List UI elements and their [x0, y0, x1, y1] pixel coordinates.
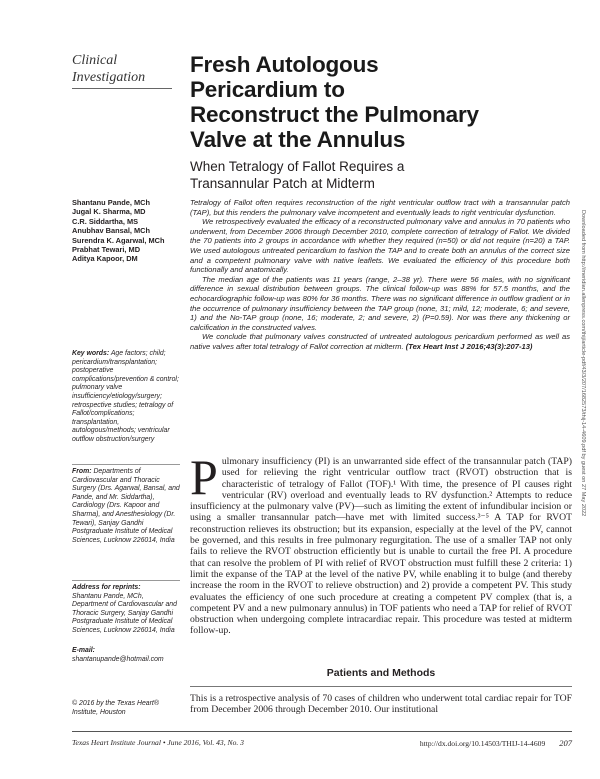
reprints-label: Address for reprints:: [72, 584, 141, 591]
keywords-box: [72, 350, 180, 445]
keywords-label: Key words:: [72, 350, 110, 357]
abstract-conclusion: We conclude that pulmonary valves constructed of untreated autologous pericardium performed as well as native valves after total tetralogy of Fallot correction at midterm.: [190, 332, 570, 351]
author: Surendra K. Agarwal, MCh: [72, 235, 165, 245]
abstract-paragraph: [190, 332, 570, 351]
email-address[interactable]: shantanupande@hotmail.com: [72, 655, 164, 663]
doi-link[interactable]: http://dx.doi.org/10.14503/THIJ-14-4609: [419, 739, 546, 748]
methods-text: This is a retrospective analysis of 70 cases of children who underwent total cardiac repair for TOF from December 2006 through December 2010. Our institutional: [190, 693, 572, 716]
journal-info: Texas Heart Institute Journal • June 2016, Vol. 43, No. 3: [72, 738, 244, 747]
from-label: From:: [72, 468, 92, 475]
abstract-paragraph: We retrospectively evaluated the efficacy of a reconstructed pulmonary valve and annulus in 70 patients who underwent, from December 2006 through December 2010, complete correction of tetralogy of Fallot. We divided the 70 patients into 2 groups in accordance with whether they required (n=50) or did not require (n=20) a TAP. We used autologous untreated pericardium to fashion the TAP and to create both an annulus of the correct size and a competent pulmonary valve with native leaflets. We evaluated the efficiency of this procedure both functionally and anatomically.: [190, 217, 570, 275]
abstract-paragraph: Tetralogy of Fallot often requires reconstruction of the right ventricular outflow tract with a transannular patch (TAP), but this renders the pulmonary valve incompetent and eventually leads to right ventricular dysfunction.: [190, 198, 570, 217]
footer-right: [420, 737, 572, 750]
page-number: 207: [559, 738, 572, 748]
author-list: [72, 198, 182, 264]
title-line: Pericardium to: [190, 77, 345, 102]
copyright-box: [72, 700, 180, 717]
reprints-text: Shantanu Pande, MCh, Department of Cardiovascular and Thoracic Surgery, Sanjay Gandhi Postgraduate Institute of Medical Sciences, Lucknow 226014, India: [72, 592, 177, 634]
author: Anubhav Bansal, MCh: [72, 226, 151, 236]
section-label-line: Investigation: [72, 70, 146, 85]
author: Aditya Kapoor, DM: [72, 254, 138, 264]
section-label-line: Clinical: [72, 53, 118, 68]
from-text: Departments of Cardiovascular and Thoracic Surgery (Drs. Agarwal, Bansal, and Pande, and Mr. Siddartha), Cardiology (Drs. Kapoor and Sharma), and Anesthesiology (Dr. Tewari), Sanjay Gandhi Postgraduate Institute of Medical Sciences, Lucknow 226014, India: [72, 468, 180, 544]
methods-body: [190, 693, 572, 716]
title-line: Reconstruct the Pulmonary: [190, 102, 479, 127]
article-title: [190, 52, 570, 152]
keywords-text: Age factors; child; pericardium/transplantation; postoperative complications/prevention & control; pulmonary valve insufficiency/etiology/surgery; retrospective studies; tetralogy of Fallot/complications; transplantation, autologous/methods; ventricular outflow obstruction/surgery: [72, 350, 179, 443]
email-label: E-mail:: [72, 647, 95, 654]
box-divider: [72, 580, 180, 581]
author: Shantanu Pande, MCh: [72, 198, 151, 207]
box-divider: [72, 464, 180, 465]
copyright: © 2016 by the Texas Heart® Institute, Houston: [72, 700, 159, 716]
citation: (Tex Heart Inst J 2016;43(3):207-13): [405, 341, 533, 351]
intro-body: [190, 449, 572, 637]
download-notice: Downloaded from http://meridian.allenpress.com/thij/article-pdf/43/3/207/1682573/thij-14-4609.pdf by guest on 27 May 2022: [580, 210, 586, 517]
section-divider: [72, 88, 172, 89]
affiliation-box: [72, 464, 180, 545]
abstract: [190, 198, 570, 352]
reprints-box: [72, 580, 180, 636]
article-subtitle: [190, 158, 570, 192]
author: Prabhat Tewari, MD: [72, 245, 141, 255]
page-footer: [72, 737, 572, 749]
heading-divider: [190, 686, 572, 687]
title-line: Fresh Autologous: [190, 52, 379, 77]
drop-cap: P: [190, 449, 218, 505]
intro-text: ulmonary insufficiency (PI) is an unwarranted side effect of the transannular patch (TAP) used for relieving the right ventricular outflow tract (RVOT) obstruction that is characteristic of tetralogy of Fallot (TOF).¹ With time, the presence of PI causes right ventricular (RV) overload and eventually leads to RV dysfunction.² Attempts to reduce insufficiency at the pulmonary valve (PV)—such as limiting the extent of infundibular incision or using a smaller transannular patch—have met with limited success.³⁻⁵ A TAP for RVOT reconstruction relieves its obstruction; but its expansion, especially at the level of the PV, cannot be governed, and this results in free pulmonary regurgitation. The use of a smaller TAP not only fails to relieve the RVOT obstruction efficiently but is unable to curtail the free PI. A procedure that can resolve the problem of PI with relief of RVOT obstruction must fulfill these 2 criteria: 1) limit the expanse of the TAP at the level of the native PV, while enabling it to bulge (and thereby increase the room in the RVOT to relieve obstruction) and 2) provide a competent PV. This study evaluates the efficiency of one such procedure at creating a competent PV complex (that is, a competent PV and a new pulmonary annulus) in TOF patients who need a TAP for relief of RVOT obstruction when undergoing complete intracardiac repair. This procedure was tested at midterm follow-up.: [190, 456, 572, 637]
subtitle-line: Transannular Patch at Midterm: [190, 176, 375, 191]
abstract-paragraph: The median age of the patients was 11 years (range, 2–38 yr). There were 56 males, with no significant difference in sexual distribution between groups. The clinical follow-up was 88% for 57.5 months, and the echocardiographic follow-up was 80% for 36 months. There was no significant difference in outflow gradient or in the occurrence of pulmonary insufficiency between the TAP group (none, 31; mild, 12; moderate, 6; and severe, 1) and the No-TAP group (none, 16; moderate, 2; and severe, 2) (P=0.59). Nor was there any thickening or calcification in the constructed valves.: [190, 274, 570, 332]
section-label: [72, 52, 172, 86]
subtitle-line: When Tetralogy of Fallot Requires a: [190, 159, 405, 174]
intro-paragraph: [190, 449, 572, 637]
email-box: [72, 647, 180, 664]
author: Jugal K. Sharma, MD: [72, 207, 146, 217]
section-heading: Patients and Methods: [326, 667, 436, 679]
footer-divider: [72, 731, 572, 732]
author: C.R. Siddartha, MS: [72, 216, 139, 226]
title-line: Valve at the Annulus: [190, 127, 406, 152]
